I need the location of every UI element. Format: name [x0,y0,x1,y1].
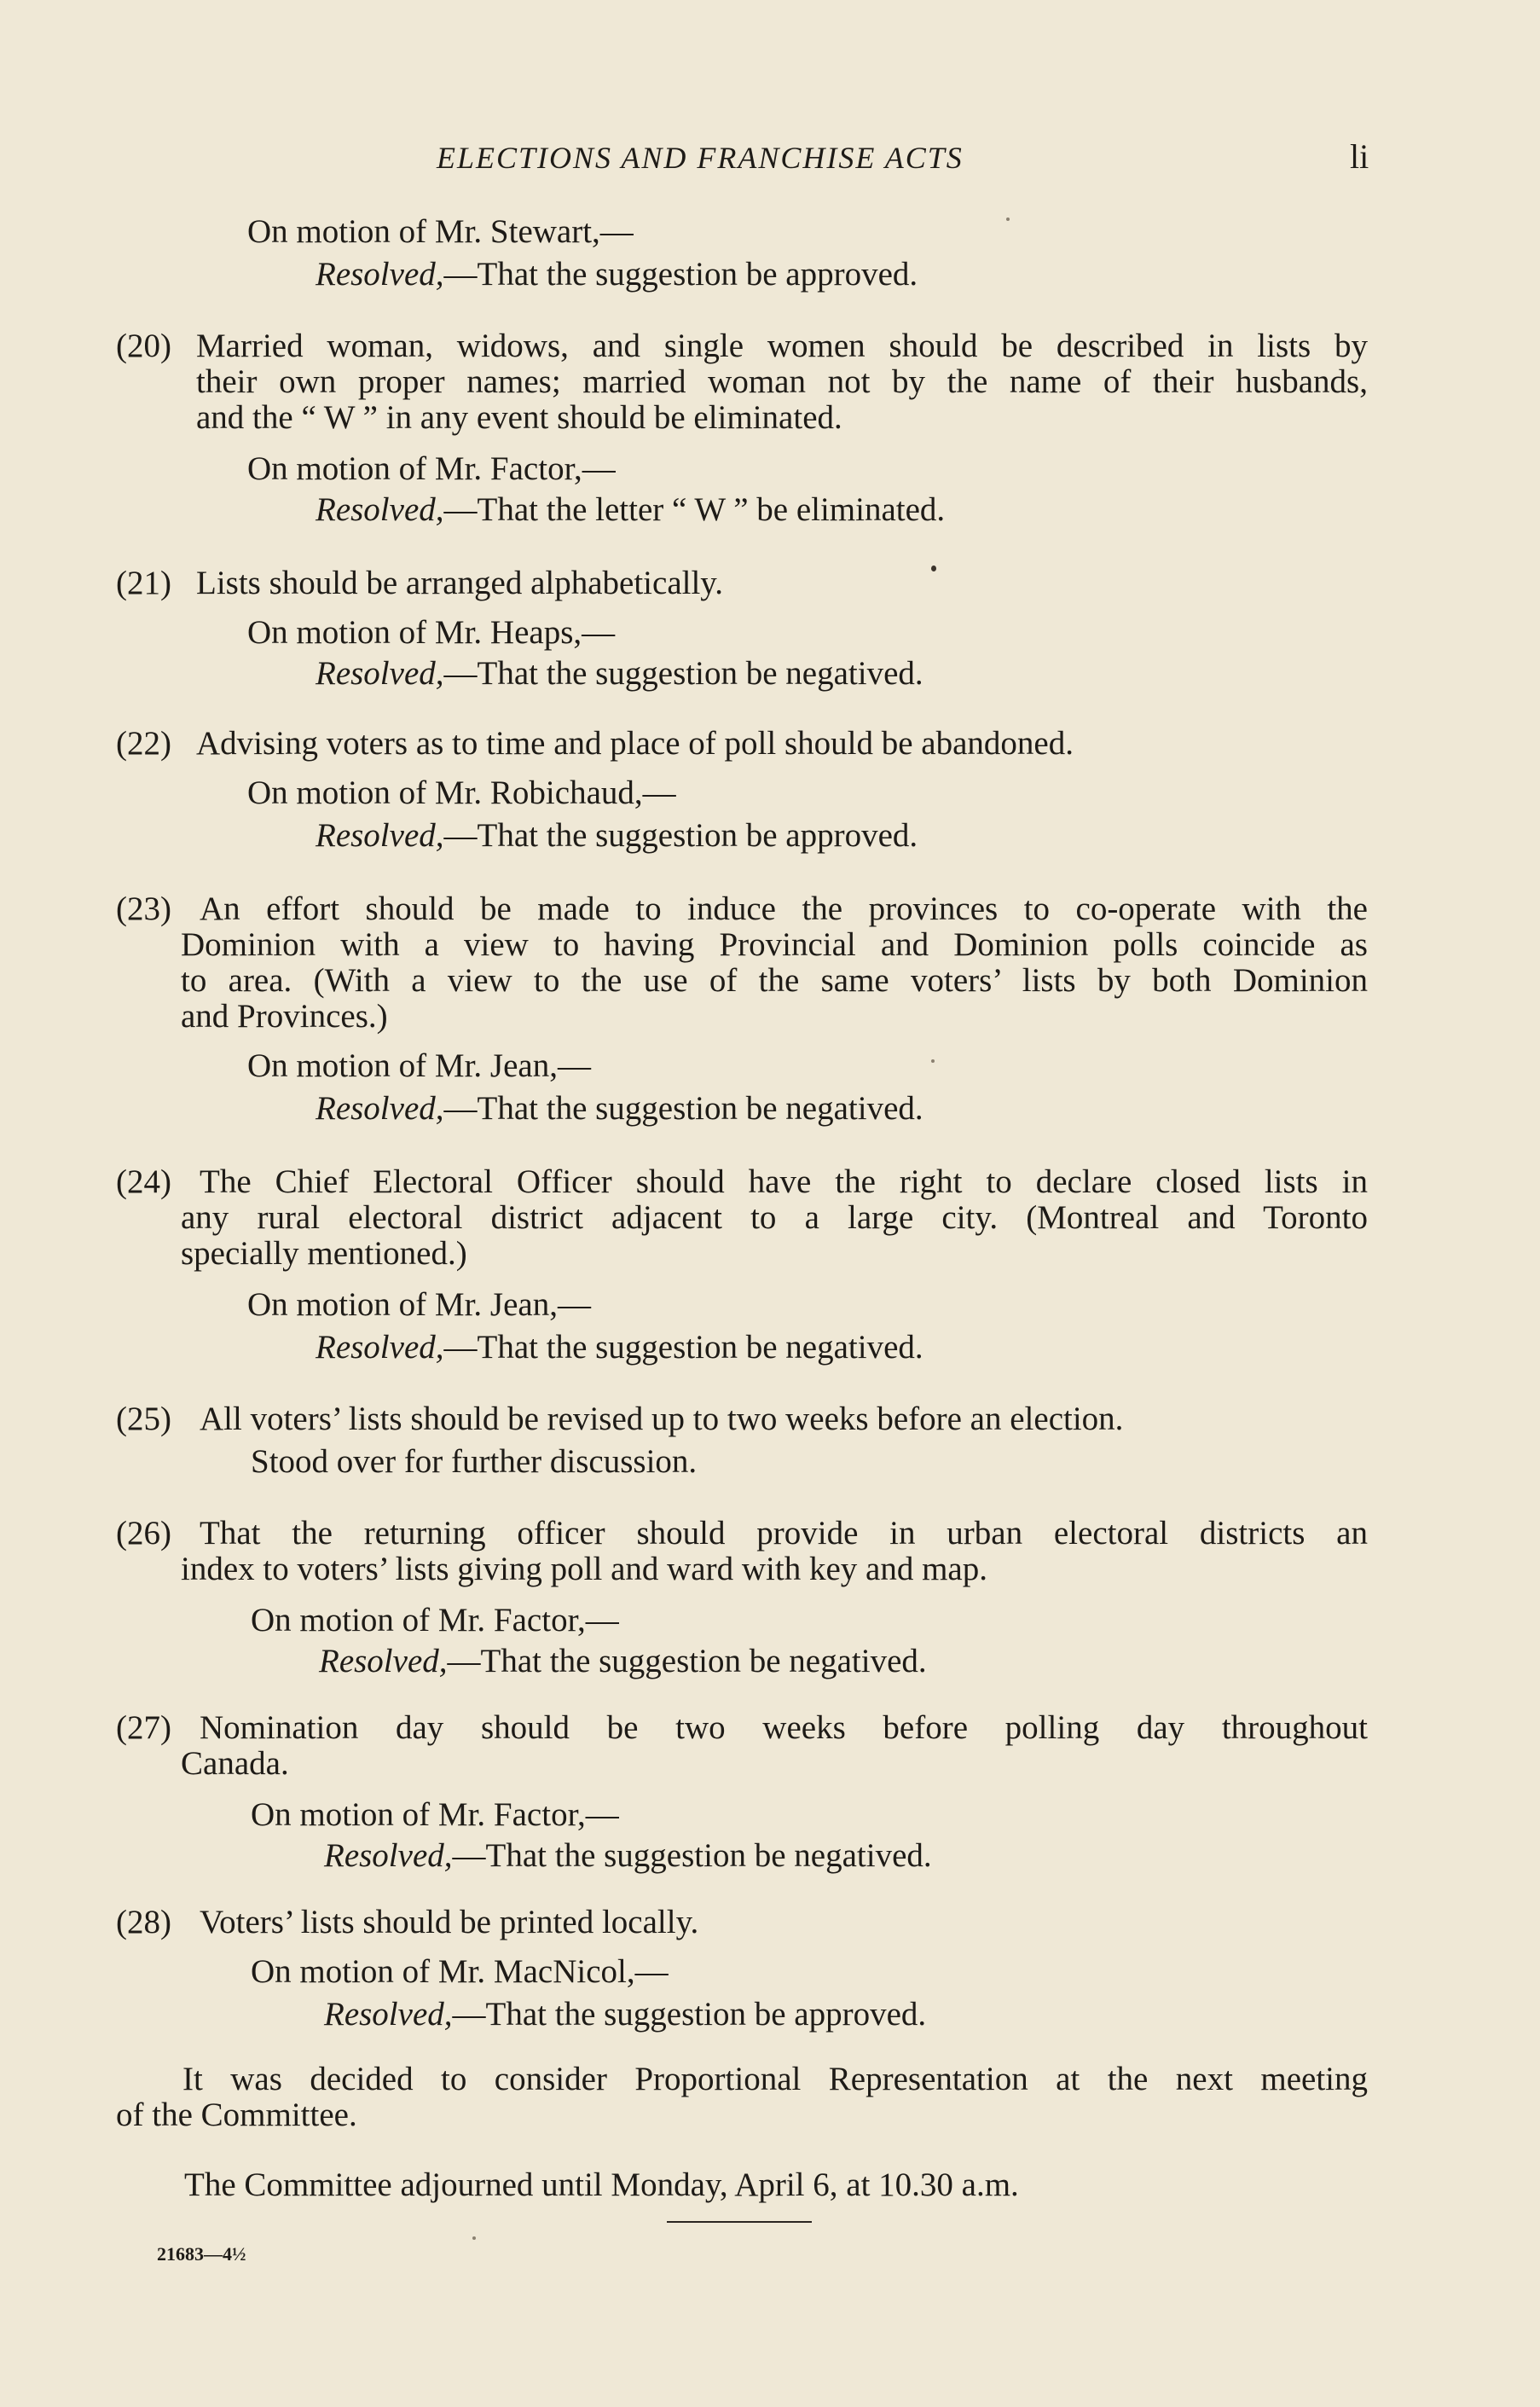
adjournment-line: The Committee adjourned until Monday, April 6, at 10.30 a.m. [184,2166,1019,2203]
resolved-label: Resolved, [316,817,444,854]
item-resolved [316,1329,923,1366]
item-number: (20) [116,328,171,364]
resolved-text: —That the suggestion be approved. [452,1996,927,2033]
item-resolved [319,1643,927,1680]
ink-speck [931,1059,935,1063]
item-motion: On motion of Mr. MacNicol,— [251,1953,669,1990]
item-resolved [316,655,923,693]
item-text-line: Lists should be arranged alphabetically. [196,565,724,601]
item-text-line: That the returning officer should provide in urban electoral districts an [200,1515,1368,1552]
item-resolved [316,491,945,529]
resolved-text: —That the suggestion be negatived. [443,1090,923,1127]
item-text-line: any rural electoral district adjacent to a large city. (Montreal and Toronto [181,1199,1368,1236]
item-note: Stood over for further discussion. [251,1443,698,1480]
item-text-line: All voters’ lists should be revised up to two weeks before an election. [200,1401,1124,1437]
item-motion: On motion of Mr. Jean,— [247,1286,591,1323]
item-text-line: and the “ W ” in any event should be eliminated. [196,399,842,436]
item-motion: On motion of Mr. Heaps,— [247,614,616,651]
item-text-line: Voters’ lists should be printed locally. [200,1904,699,1940]
resolved-text: —That the suggestion be negatived. [443,1329,923,1366]
item-number: (26) [116,1515,171,1552]
item-motion: On motion of Mr. Factor,— [247,450,616,487]
item-text-line: Advising voters as to time and place of poll should be abandoned. [196,725,1074,762]
item-number: (24) [116,1163,171,1200]
ink-speck [931,566,936,571]
item-resolved [316,817,918,855]
item-motion: On motion of Mr. Jean,— [247,1047,591,1084]
resolved-text: —That the suggestion be approved. [443,817,918,854]
resolved-text: —That the letter “ W ” be eliminated. [443,491,946,528]
item-text-line: specially mentioned.) [181,1235,467,1272]
closing-rule [667,2221,812,2223]
item-resolved [316,1090,923,1128]
closing-paragraph-line: of the Committee. [116,2097,357,2133]
item-text-line: index to voters’ lists giving poll and ward with key and map. [181,1551,987,1587]
running-title: ELECTIONS AND FRANCHISE ACTS [437,141,964,175]
item-number: (28) [116,1904,171,1940]
item-number: (21) [116,565,171,601]
item-number: (25) [116,1401,171,1437]
resolved-text: —That the suggestion be negatived. [447,1643,927,1679]
intro-motion: On motion of Mr. Stewart,— [247,213,634,250]
resolved-label: Resolved, [324,1837,453,1874]
resolved-label: Resolved, [324,1996,453,2033]
ink-speck [1006,218,1010,221]
item-text-line: The Chief Electoral Officer should have the right to declare closed lists in [200,1163,1368,1200]
resolved-text: —That the suggestion be negatived. [452,1837,932,1874]
item-text-line: Canada. [181,1745,289,1782]
running-head [0,137,1540,183]
item-resolved [324,1837,932,1875]
resolved-text: —That the suggestion be negatived. [443,655,923,692]
item-number: (22) [116,725,171,762]
page-number: li [1350,137,1369,176]
item-resolved [324,1996,926,2033]
resolved-label: Resolved, [316,1090,444,1127]
item-text-line: to area. (With a view to the use of the same voters’ lists by both Dominion [181,962,1368,999]
item-text-line: Dominion with a view to having Provincial and Dominion polls coincide as [181,926,1368,963]
resolved-text: —That the suggestion be approved. [443,256,918,293]
resolved-label: Resolved, [319,1643,448,1679]
resolved-label: Resolved, [316,256,444,293]
resolved-label: Resolved, [316,491,444,528]
item-motion: On motion of Mr. Factor,— [251,1602,619,1638]
item-motion: On motion of Mr. Robichaud,— [247,774,676,811]
item-text-line: and Provinces.) [181,998,388,1035]
item-number: (23) [116,890,171,927]
intro-resolved [316,256,918,293]
item-text-line: Married woman, widows, and single women should be described in lists by [196,328,1368,364]
item-text-line: Nomination day should be two weeks before polling day throughout [200,1709,1368,1746]
resolved-label: Resolved, [316,1329,444,1366]
item-text-line: their own proper names; married woman not by the name of their husbands, [196,363,1368,400]
ink-speck [472,2236,476,2240]
printer-signature: 21683—4½ [157,2243,246,2265]
closing-paragraph-line: It was decided to consider Proportional Representation at the next meeting [182,2061,1368,2097]
item-number: (27) [116,1709,171,1746]
item-motion: On motion of Mr. Factor,— [251,1796,619,1833]
resolved-label: Resolved, [316,655,444,692]
item-text-line: An effort should be made to induce the provinces to co-operate with the [200,890,1368,927]
